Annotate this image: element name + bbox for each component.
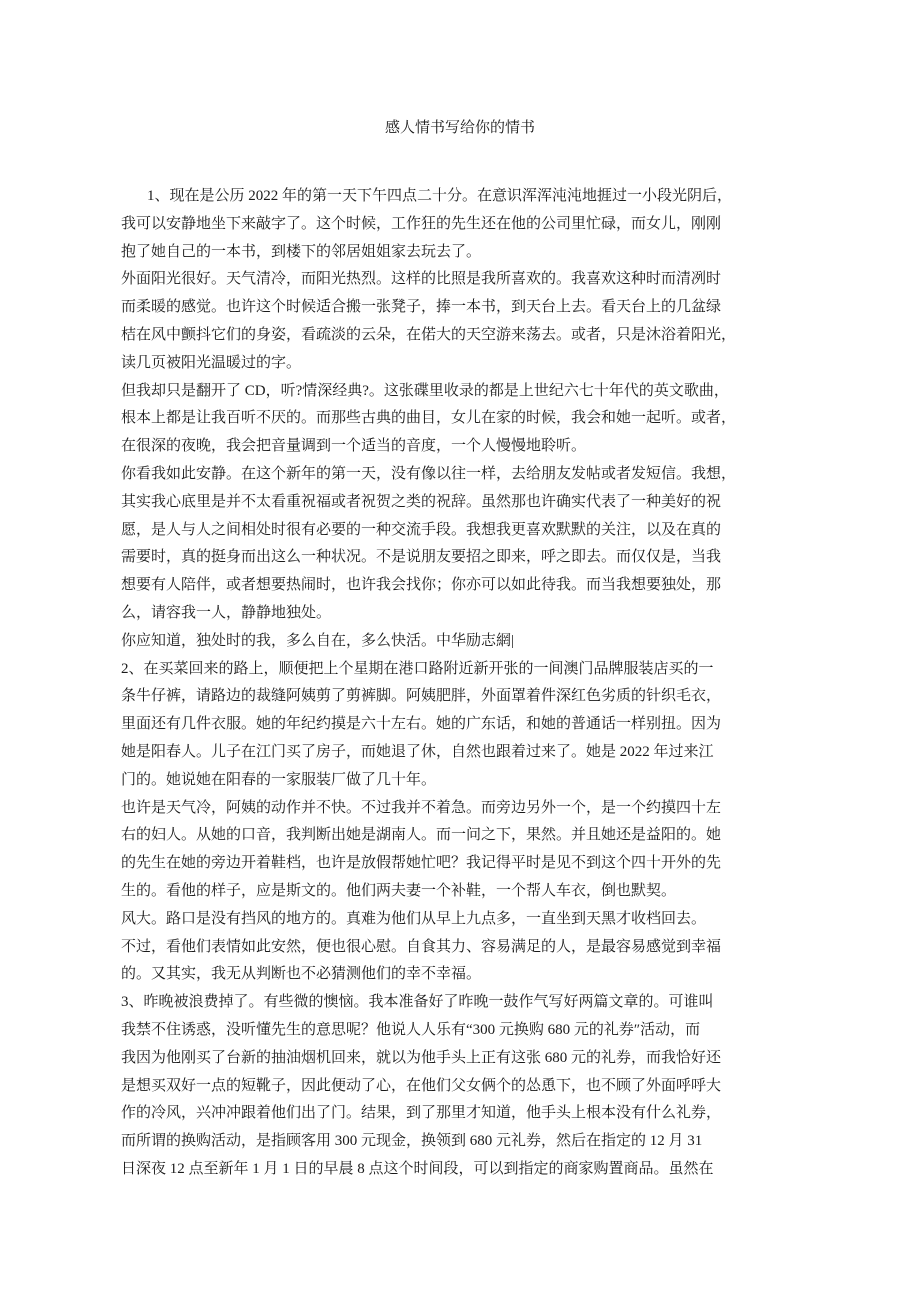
text-line: 也许是天气冷，阿姨的动作并不快。不过我并不着急。而旁边另外一个，是一个约摸四十左 [121,799,722,816]
text-line: 根本上都是让我百听不厌的。而那些古典的曲目，女儿在家的时候，我会和她一起听。或者， [121,410,737,427]
text-line: 的。又其实，我无从判断也不必猜测他们的幸不幸福。 [121,966,482,983]
text-line: 作的冷风，兴冲冲跟着他们出了门。结果，到了那里才知道，他手头上根本没有什么礼券， [121,1105,722,1122]
text-line: 门的。她说她在阳春的一家服装厂做了几十年。 [121,771,437,788]
text-line: 她是阳春人。儿子在江门买了房子，而她退了休，自然也跟着过来了。她是 2022 年过来江 [121,743,714,760]
text-line: 桔在风中颤抖它们的身姿，看疏淡的云朵，在偌大的天空游来荡去。或者，只是沐浴着阳光， [121,326,737,343]
text-line: 生的。看他的样子，应是斯文的。他们两夫妻一个补鞋，一个帮人车衣，倒也默契。 [121,882,677,899]
text-line: 抱了她自己的一本书，到楼下的邻居姐姐家去玩去了。 [121,243,482,260]
text-line: 我可以安静地坐下来敲字了。这个时候，工作狂的先生还在他的公司里忙碌，而女儿，刚刚 [121,215,722,232]
text-line: 你应知道，独处时的我，多么自在，多么快活。中华励志網| [121,632,515,649]
text-line: 么，请容我一人，静静地独处。 [121,604,332,621]
text-line: 我禁不住诱惑，没听懂先生的意思呢？他说人人乐有“300 元换购 680 元的礼券″活动，而 [121,1021,701,1038]
document-body [121,183,797,1184]
text-line: 需要时，真的挺身而出这么一种状况。不是说朋友要招之即来，呼之即去。而仅仅是，当我 [121,549,722,566]
text-line: 我因为他刚买了台新的抽油烟机回来，就以为他手头上正有这张 680 元的礼券，而我恰好还 [121,1049,722,1066]
text-line: 外面阳光很好。天气清冷，而阳光热烈。这样的比照是我所喜欢的。我喜欢这种时而清冽时 [121,271,722,288]
text-line: 不过，看他们表情如此安然，便也很心慰。自食其力、容易满足的人，是最容易感觉到幸福 [121,938,722,955]
text-line: 读几页被阳光温暖过的字。 [121,354,302,371]
text-line: 的先生在她的旁边开着鞋档，也许是放假帮她忙吧？我记得平时是见不到这个四十开外的先 [121,855,722,872]
document-title: 感人情书写给你的情书 [384,120,535,136]
text-line: 右的妇人。从她的口音，我判断出她是湖南人。而一问之下，果然。并且她还是益阳的。她 [121,827,722,844]
text-line: 3、昨晚被浪费掉了。有些微的懊恼。我本准备好了昨晚一鼓作气写好两篇文章的。可谁叫 [121,994,714,1011]
text-line: 条牛仔裤，请路边的裁缝阿姨剪了剪裤脚。阿姨肥胖，外面罩着件深红色劣质的针织毛衣， [121,688,722,705]
text-line: 2、在买菜回来的路上，顺便把上个星期在港口路附近新开张的一间澳门品牌服装店买的一 [121,660,714,677]
text-line: 1、现在是公历 2022 年的第一天下午四点二十分。在意识浑浑沌沌地捱过一小段光阴后， [147,188,733,204]
text-line: 而所谓的换购活动，是指顾客用 300 元现金，换领到 680 元礼券，然后在指定的 12 月 31 [121,1133,703,1150]
text-line: 是想买双好一点的短靴子，因此便动了心，在他们父女俩个的怂恿下，也不顾了外面呼呼大 [121,1077,722,1094]
text-line: 在很深的夜晚，我会把音量调到一个适当的音度，一个人慢慢地聆听。 [121,438,587,455]
text-line: 其实我心底里是并不太看重祝福或者祝贺之类的祝辞。虽然那也许确实代表了一种美好的祝 [121,493,722,510]
text-line: 愿，是人与人之间相处时很有必要的一种交流手段。我想我更喜欢默默的关注，以及在真的 [121,521,722,538]
text-line: 风大。路口是没有挡风的地方的。真难为他们从早上九点多，一直坐到天黑才收档回去。 [121,910,707,927]
text-line: 想要有人陪伴，或者想要热闹时，也许我会找你；你亦可以如此待我。而当我想要独处，那 [121,577,722,594]
text-line: 日深夜 12 点至新年 1 月 1 日的早晨 8 点这个时间段，可以到指定的商家购置商品。虽然在 [121,1160,714,1177]
text-line: 你看我如此安静。在这个新年的第一天，没有像以往一样，去给朋友发帖或者发短信。我想， [121,465,737,482]
text-line: 而柔暖的感觉。也许这个时候适合搬一张凳子，捧一本书，到天台上去。看天台上的几盆绿 [121,299,722,316]
text-line: 里面还有几件衣服。她的年纪约摸是六十左右。她的广东话，和她的普通话一样别扭。因为 [121,716,722,733]
text-line: 但我却只是翻开了 CD，听?情深经典?。这张碟里收录的都是上世纪六七十年代的英文歌曲， [121,382,729,399]
